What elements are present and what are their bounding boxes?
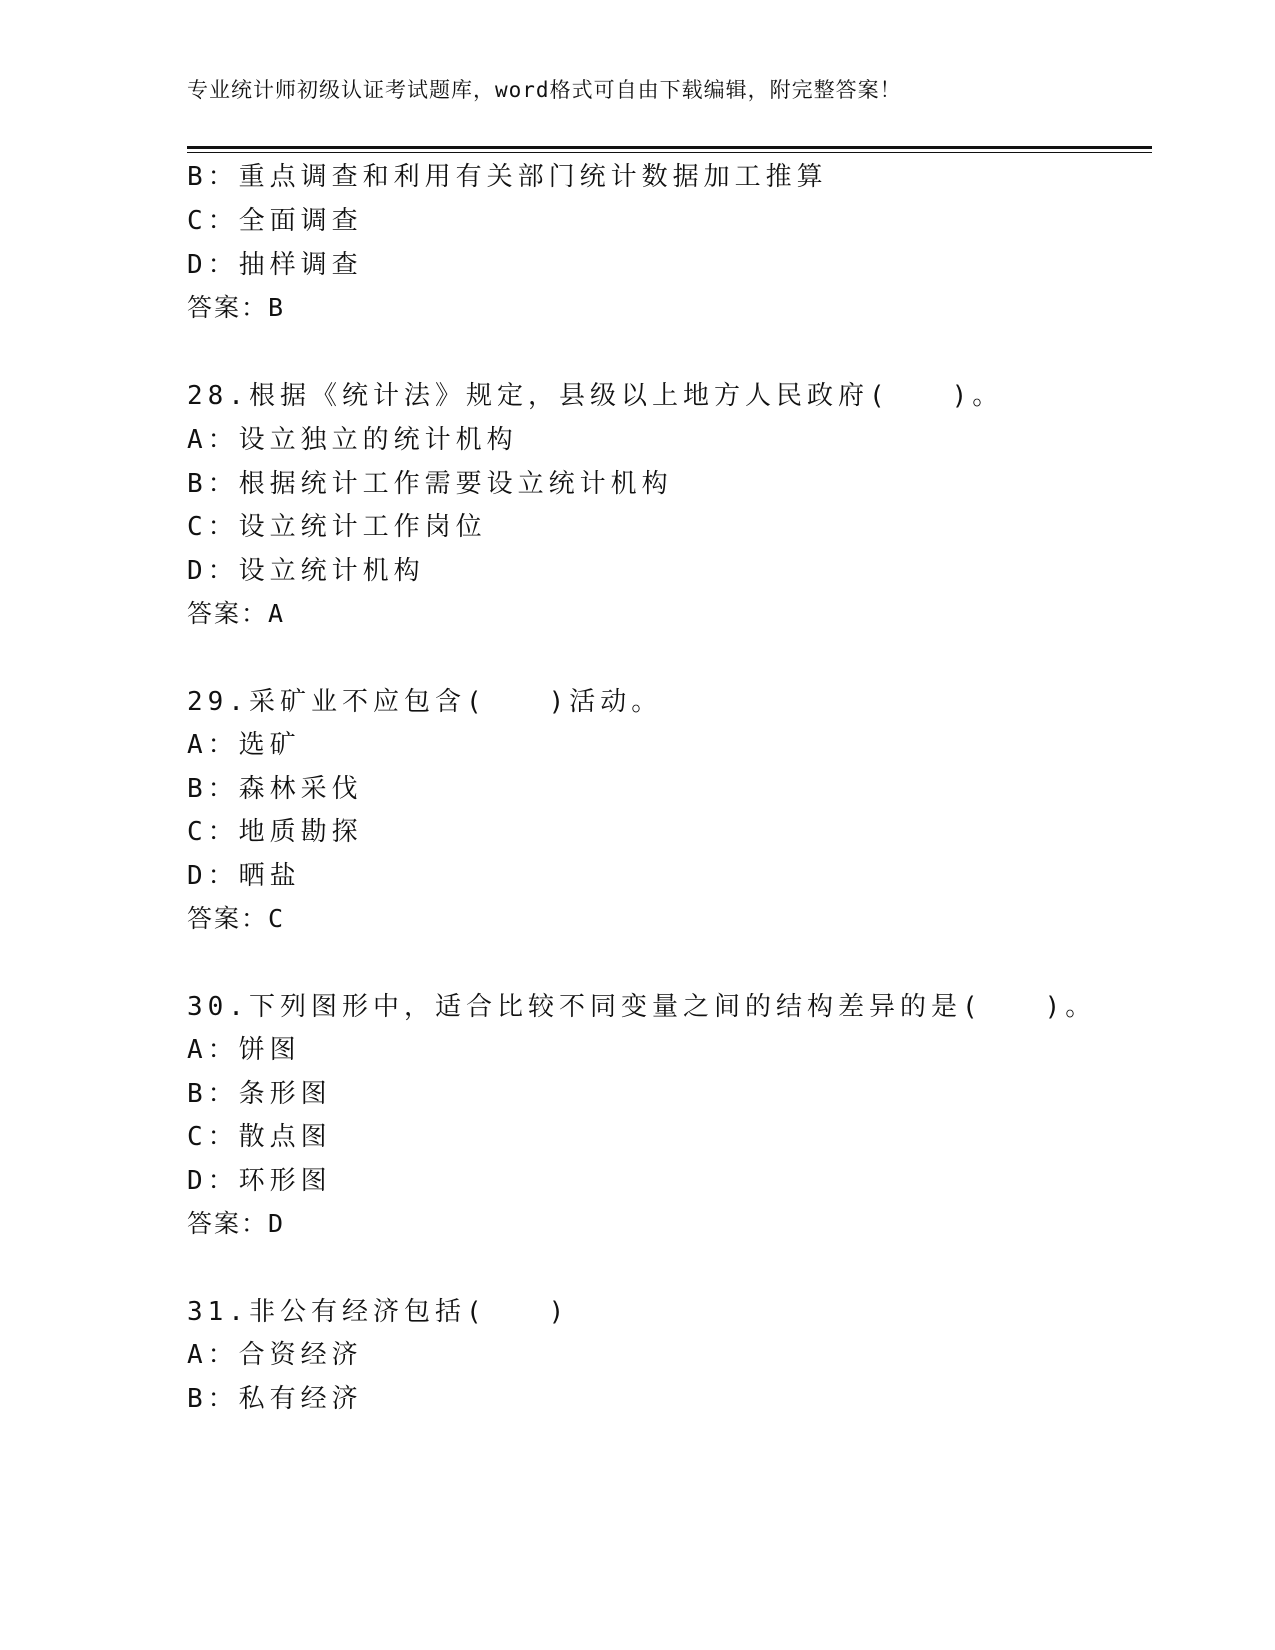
option-b: B：重点调查和利用有关部门统计数据加工推算	[187, 162, 828, 192]
question-stem: 29.采矿业不应包含( )活动。	[187, 687, 663, 717]
header-rule-thick	[187, 146, 1152, 149]
question-stem: 30.下列图形中，适合比较不同变量之间的结构差异的是( )。	[187, 992, 1097, 1022]
option-b: B：条形图	[187, 1079, 332, 1109]
option-a: A：选矿	[187, 730, 301, 760]
option-c: C：地质勘探	[187, 817, 363, 847]
option-c: C：全面调查	[187, 206, 363, 236]
option-b: B：私有经济	[187, 1384, 363, 1414]
answer-label: 答案：	[187, 1209, 269, 1238]
answer-label: 答案：	[187, 599, 269, 628]
question-stem: 28.根据《统计法》规定，县级以上地方人民政府( )。	[187, 381, 1004, 411]
option-b: B：森林采伐	[187, 774, 363, 804]
option-a: A：设立独立的统计机构	[187, 425, 518, 455]
header-rule-thin	[187, 152, 1152, 153]
option-d: D：晒盐	[187, 861, 301, 891]
answer-line	[187, 598, 283, 630]
answer-line	[187, 292, 283, 324]
answer-label: 答案：	[187, 904, 269, 933]
option-c: C：设立统计工作岗位	[187, 512, 487, 542]
answer-line	[187, 1208, 283, 1240]
answer-value: D	[268, 1209, 284, 1238]
option-d: D：设立统计机构	[187, 556, 425, 586]
answer-line	[187, 903, 283, 935]
question-stem: 31.非公有经济包括( )	[187, 1297, 570, 1327]
option-c: C：散点图	[187, 1122, 332, 1152]
option-a: A：饼图	[187, 1035, 301, 1065]
option-d: D：抽样调查	[187, 250, 363, 280]
option-b: B：根据统计工作需要设立统计机构	[187, 469, 673, 499]
answer-value: A	[268, 599, 284, 628]
answer-value: B	[268, 293, 284, 322]
answer-label: 答案：	[187, 293, 269, 322]
answer-value: C	[268, 904, 284, 933]
option-d: D：环形图	[187, 1166, 332, 1196]
page-header: 专业统计师初级认证考试题库，word格式可自由下载编辑，附完整答案！	[187, 78, 902, 102]
option-a: A：合资经济	[187, 1340, 363, 1370]
